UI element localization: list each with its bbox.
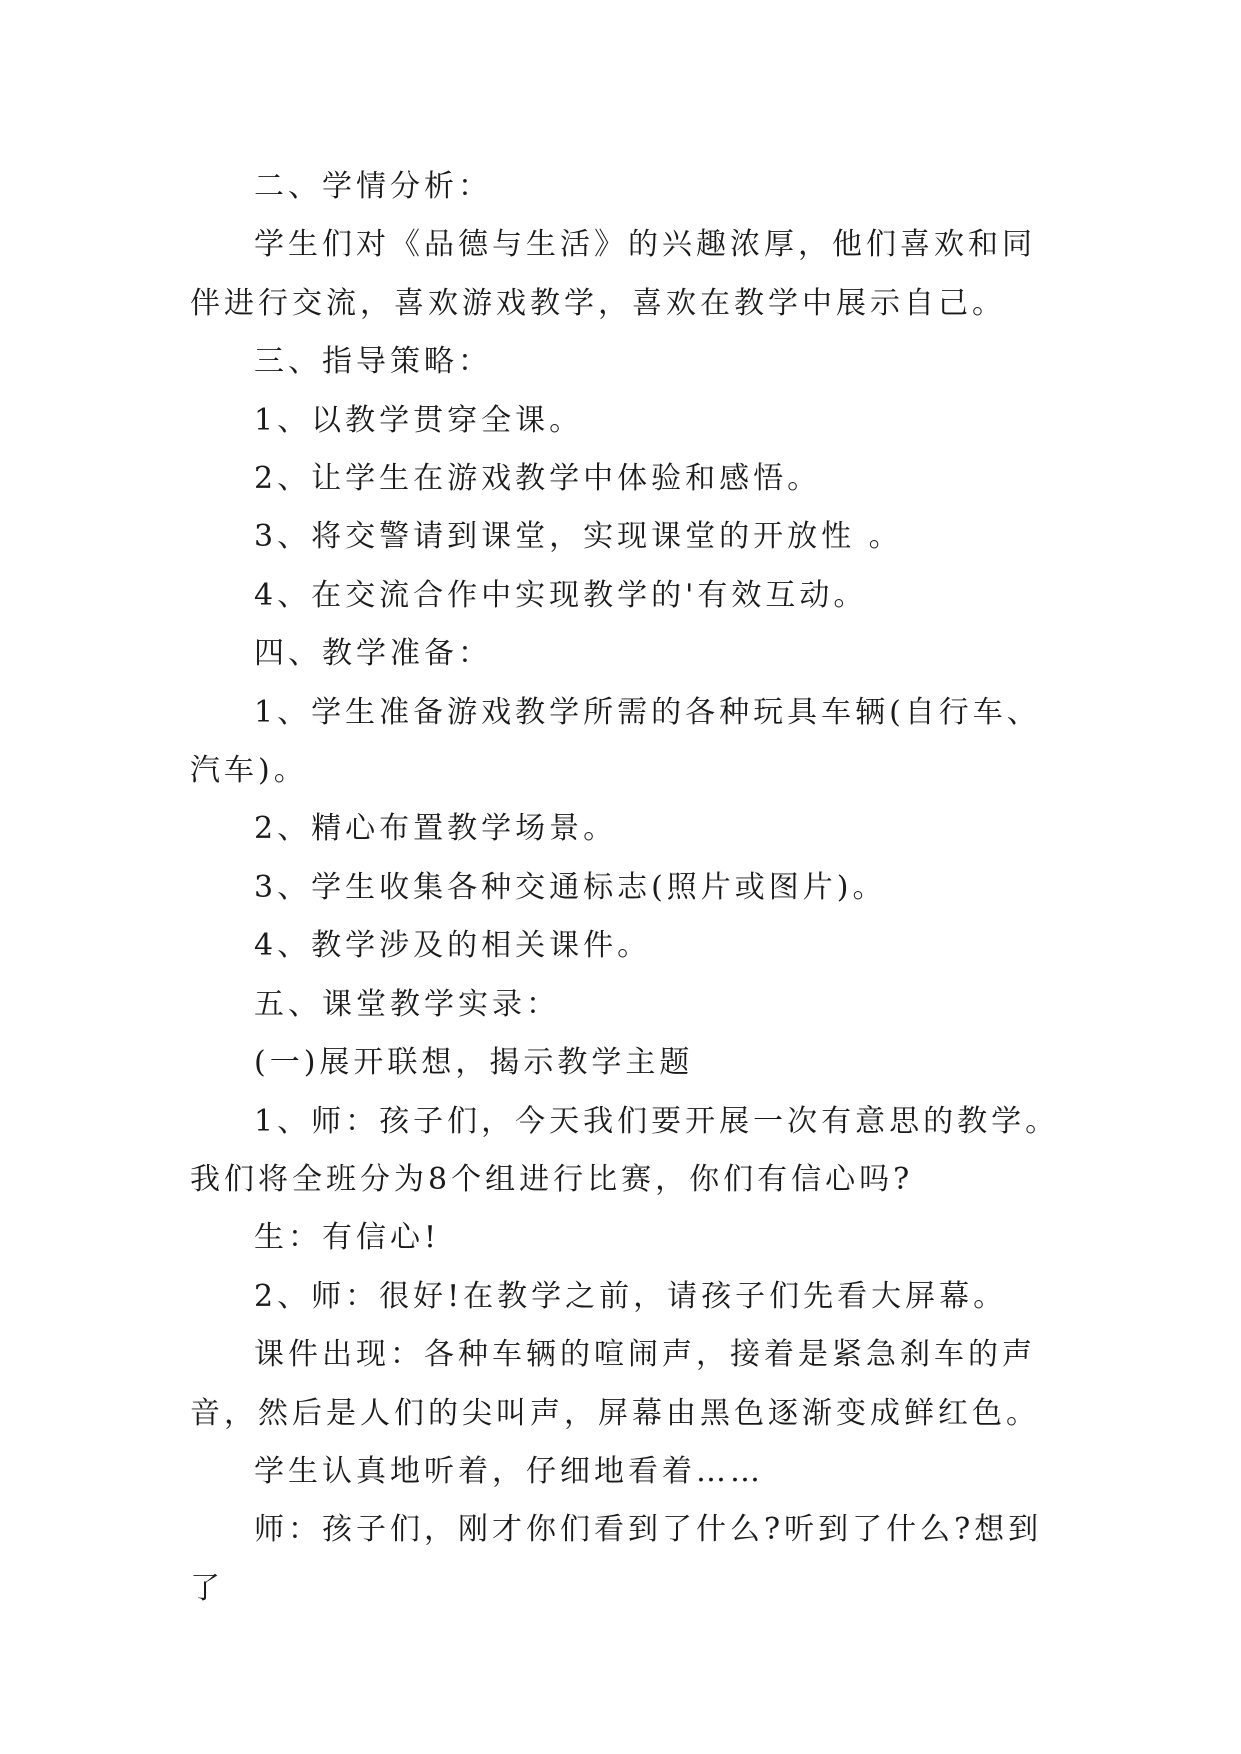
section-heading-student-analysis: 二、学情分析： — [254, 169, 492, 204]
list-item: 3、将交警请到课堂，实现课堂的开放性 。 — [254, 519, 903, 555]
section-heading-teaching-preparation: 四、教学准备： — [254, 636, 492, 672]
document-body — [190, 158, 1060, 1618]
list-item: 4、教学涉及的相关课件。 — [254, 928, 652, 964]
section-heading-guidance-strategy: 三、指导策略： — [254, 344, 492, 380]
paragraph: 1、师：孩子们，今天我们要开展一次有意思的教学。我们将全班分为8个组进行比赛，你们有信心吗? — [190, 1103, 1060, 1197]
paragraph: 生：有信心! — [254, 1220, 441, 1256]
paragraph: 2、师：很好!在教学之前，请孩子们先看大屏幕。 — [254, 1278, 1008, 1314]
section-heading-classroom-record: 五、课堂教学实录： — [254, 986, 560, 1022]
list-item: 1、学生准备游戏教学所需的各种玩具车辆(自行车、汽车)。 — [190, 694, 1041, 789]
list-item: 2、让学生在游戏教学中体验和感悟。 — [254, 461, 822, 497]
paragraph: 课件出现：各种车辆的喧闹声，接着是紧急刹车的声音，然后是人们的尖叫声，屏幕由黑色逐渐变成鲜红色。 — [190, 1337, 1040, 1431]
paragraph: 师：孩子们，刚才你们看到了什么?听到了什么?想到了 — [190, 1512, 1043, 1606]
list-item: 1、以教学贯穿全课。 — [254, 402, 584, 438]
list-item: 2、精心布置教学场景。 — [254, 811, 618, 847]
subsection-heading: (一)展开联想，揭示教学主题 — [254, 1045, 694, 1081]
list-item: 4、在交流合作中实现教学的'有效互动。 — [254, 577, 868, 613]
paragraph: 学生们对《品德与生活》的兴趣浓厚，他们喜欢和同伴进行交流，喜欢游戏教学，喜欢在教学中展示自己。 — [190, 227, 1036, 321]
list-item: 3、学生收集各种交通标志(照片或图片)。 — [254, 869, 887, 905]
paragraph: 学生认真地听着，仔细地看着…… — [254, 1453, 764, 1489]
